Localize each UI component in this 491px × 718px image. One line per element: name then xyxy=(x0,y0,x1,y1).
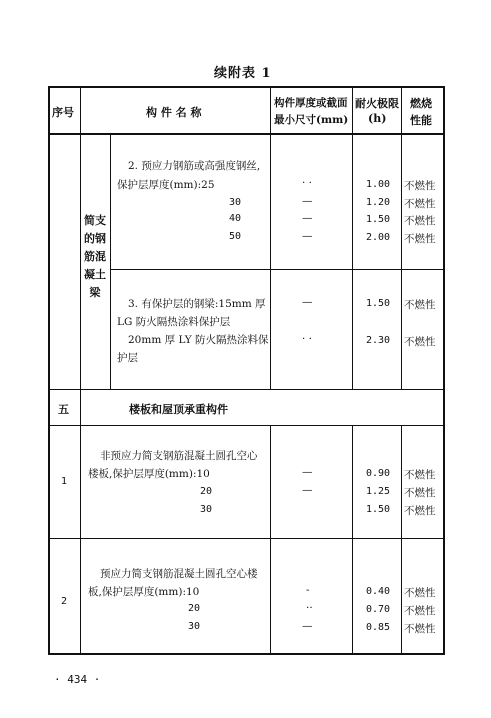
slab1-comb: 不燃性 xyxy=(404,487,436,499)
item2-fire: 1.50 xyxy=(366,214,391,225)
item2-comb: 不燃性 xyxy=(404,198,436,210)
table-col-divider xyxy=(401,86,402,389)
slab2-line2: 板,保护层厚度(mm):10 xyxy=(88,586,200,598)
slab1-comb: 不燃性 xyxy=(404,505,436,517)
slab2-thick: — xyxy=(302,620,313,632)
item2-fire: 1.00 xyxy=(366,179,391,190)
item3-comb: 不燃性 xyxy=(404,299,436,311)
section5-name: 楼板和屋顶承重构件 xyxy=(129,403,228,416)
slab2-thick: ·· xyxy=(306,602,313,614)
item2-comb: 不燃性 xyxy=(404,215,436,227)
item3-line1: 3. 有保护层的钢梁:15mm 厚 xyxy=(128,298,266,310)
table-top-border xyxy=(48,86,444,88)
slab2-sub: 30 xyxy=(188,621,201,632)
table-row-divider xyxy=(110,269,444,270)
item2-sub: 40 xyxy=(229,213,242,224)
item2-thick: — xyxy=(302,212,313,224)
table-row-divider xyxy=(48,425,444,426)
item2-line1: 2. 预应力钢筋或高强度钢丝, xyxy=(128,160,261,172)
item2-thick: — xyxy=(302,230,313,242)
table-col-divider xyxy=(270,425,271,655)
item3-thick: · · xyxy=(302,333,313,345)
slab1-fire: 1.50 xyxy=(366,504,391,515)
slab1-fire: 0.90 xyxy=(366,468,391,479)
table-col-divider xyxy=(352,425,353,655)
table-row-divider xyxy=(48,389,444,390)
category-beam-label: 简支的钢筋混凝土梁 xyxy=(84,214,106,299)
table-col-divider xyxy=(352,86,353,389)
slab2-thick: - xyxy=(306,584,310,596)
item3-line3: 20mm 厚 LY 防火隔热涂料保 xyxy=(128,334,269,346)
item3-thick: — xyxy=(302,296,313,308)
table-col-divider xyxy=(110,134,111,389)
item2-comb: 不燃性 xyxy=(404,233,436,245)
slab2-seq: 2 xyxy=(61,596,68,607)
header-thickness-line2: 最小尺寸(mm) xyxy=(274,114,349,126)
item3-fire: 2.30 xyxy=(366,335,391,346)
header-combust-line1: 燃烧 xyxy=(410,97,432,110)
section5-seq: 五 xyxy=(58,403,69,416)
header-seq: 序号 xyxy=(52,106,74,119)
slab2-comb: 不燃性 xyxy=(404,587,436,599)
item2-thick: · · xyxy=(302,177,313,189)
item3-comb: 不燃性 xyxy=(404,336,436,348)
header-combust-line2: 性能 xyxy=(410,114,432,127)
slab2-fire: 0.70 xyxy=(366,604,391,615)
item3-line4: 护层 xyxy=(117,352,138,364)
header-fire-line2: (h) xyxy=(368,112,387,125)
page-number: · 434 · xyxy=(54,673,101,686)
item3-line2: LG 防火隔热涂料保护层 xyxy=(117,316,231,328)
table-header-bottom-border xyxy=(48,133,444,135)
item2-fire: 2.00 xyxy=(366,232,391,243)
slab1-thick: — xyxy=(302,484,313,496)
table-col-divider xyxy=(401,425,402,655)
table-bottom-border xyxy=(48,653,444,655)
slab2-comb: 不燃性 xyxy=(404,623,436,635)
header-fire-line1: 耐火极限 xyxy=(355,97,399,110)
table-left-border xyxy=(48,86,50,655)
slab1-line2: 楼板,保护层厚度(mm):10 xyxy=(88,468,210,480)
slab1-line1: 非预应力简支钢筋混凝土圆孔空心 xyxy=(100,450,258,462)
header-thickness-line1: 构件厚度或截面 xyxy=(274,97,348,109)
item2-sub: 50 xyxy=(229,231,242,242)
table-title: 续附表 1 xyxy=(214,66,272,81)
item2-thick: — xyxy=(302,195,313,207)
slab1-sub: 20 xyxy=(200,486,213,497)
slab2-comb: 不燃性 xyxy=(404,605,436,617)
item3-fire: 1.50 xyxy=(366,298,391,309)
slab2-line1: 预应力简支钢筋混凝土圆孔空心楼 xyxy=(100,568,258,580)
slab1-fire: 1.25 xyxy=(366,486,391,497)
slab2-sub: 20 xyxy=(188,603,201,614)
item2-sub: 30 xyxy=(229,197,242,208)
table-row-divider xyxy=(48,538,444,539)
slab1-seq: 1 xyxy=(61,476,68,487)
table-right-border xyxy=(443,86,445,655)
table-col-divider xyxy=(270,86,271,389)
item2-comb: 不燃性 xyxy=(404,180,436,192)
slab1-sub: 30 xyxy=(200,504,213,515)
slab1-thick: — xyxy=(302,466,313,478)
header-name: 构 件 名 称 xyxy=(146,106,202,119)
slab2-fire: 0.40 xyxy=(366,586,391,597)
item2-line2: 保护层厚度(mm):25 xyxy=(117,179,215,191)
item2-fire: 1.20 xyxy=(366,197,391,208)
slab2-fire: 0.85 xyxy=(366,622,391,633)
slab1-comb: 不燃性 xyxy=(404,469,436,481)
table-col-divider xyxy=(80,86,81,655)
